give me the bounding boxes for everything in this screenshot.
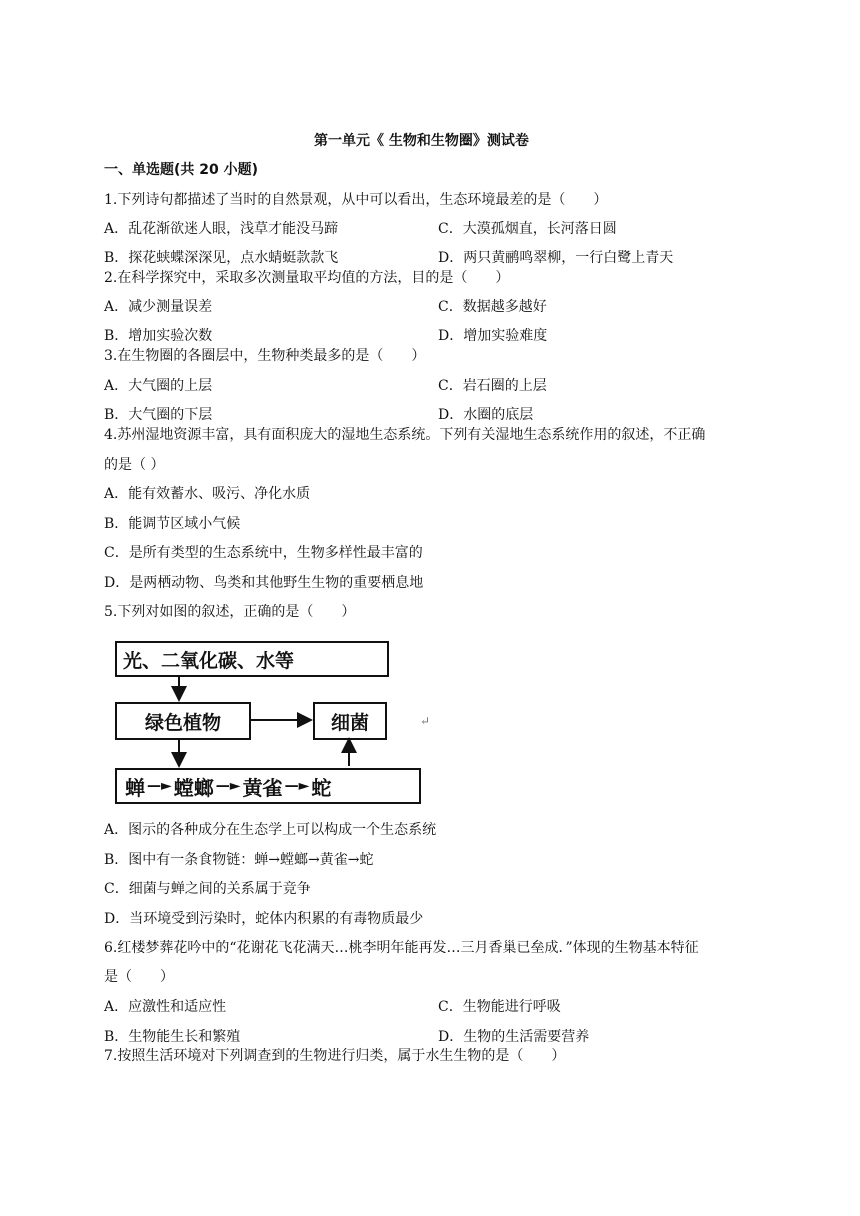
chain-arrow-icon: —► (215, 778, 241, 794)
diagram-box-bacteria: 细菌 (313, 702, 387, 740)
question-4-option-b: B．能调节区域小气候 (104, 516, 241, 532)
question-5-option-a: A．图示的各种成分在生态学上可以构成一个生态系统 (104, 822, 437, 838)
question-1-option-a: A．乱花渐欲迷人眼，浅草才能没马蹄 (104, 221, 339, 237)
question-5-option-c: C．细菌与蝉之间的关系属于竞争 (104, 881, 311, 897)
question-3-option-b: B．大气圈的下层 (104, 407, 213, 423)
question-2-option-a: A．减少测量误差 (104, 299, 213, 315)
question-6-option-d: D．生物的生活需要营养 (438, 1029, 590, 1045)
question-1-stem: 1.下列诗句都描述了当时的自然景观，从中可以看出，生态环境最差的是（ ） (104, 192, 608, 208)
diagram-box-abiotic: 光、二氧化碳、水等 (115, 641, 389, 677)
question-3-option-a: A．大气圈的上层 (104, 378, 213, 394)
question-6-option-b: B．生物能生长和繁殖 (104, 1029, 241, 1045)
question-5-stem: 5.下列对如图的叙述，正确的是（ ） (104, 604, 356, 620)
diagram-box-green-plant: 绿色植物 (115, 702, 251, 740)
question-3-option-c: C．岩石圈的上层 (438, 378, 547, 394)
question-2-option-d: D．增加实验难度 (438, 328, 548, 344)
question-3-stem: 3.在生物圈的各圈层中，生物种类最多的是（ ） (104, 348, 426, 364)
question-4-option-d: D．是两栖动物、鸟类和其他野生生物的重要栖息地 (104, 575, 424, 591)
question-2-option-b: B．增加实验次数 (104, 328, 213, 344)
question-4-option-c: C．是所有类型的生态系统中，生物多样性最丰富的 (104, 545, 423, 561)
question-1-option-c: C．大漠孤烟直，长河落日圆 (438, 221, 617, 237)
question-4-stem-line2: 的是（ ） (104, 457, 165, 473)
question-4-option-a: A．能有效蓄水、吸污、净化水质 (104, 486, 311, 502)
food-web-diagram (112, 638, 417, 808)
chain-organism-cicada: 蝉 (125, 775, 145, 800)
chain-arrow-icon: —► (147, 778, 172, 794)
question-2-option-c: C．数据越多越好 (438, 299, 547, 315)
section-heading: 一、单选题(共 20 小题) (104, 162, 259, 178)
question-6-option-c: C．生物能进行呼吸 (438, 999, 561, 1015)
question-2-stem: 2.在科学探究中，采取多次测量取平均值的方法，目的是（ ） (104, 270, 510, 286)
paragraph-mark: ↵ (420, 714, 431, 728)
chain-organism-mantis: 螳螂 (173, 775, 214, 800)
diagram-arrows (112, 638, 417, 808)
page-title: 第一单元《 生物和生物圈》测试卷 (314, 133, 529, 149)
question-6-stem-line2: 是（ ） (104, 969, 174, 985)
chain-organism-oriole: 黄雀 (242, 775, 283, 800)
question-6-option-a: A．应激性和适应性 (104, 999, 227, 1015)
question-5-option-b: B．图中有一条食物链：蝉→螳螂→黄雀→蛇 (104, 852, 374, 868)
question-5-option-d: D．当环境受到污染时，蛇体内积累的有毒物质最少 (104, 911, 424, 927)
chain-arrow-icon: —► (284, 778, 310, 794)
question-1-option-d: D．两只黄鹂鸣翠柳，一行白鹭上青天 (438, 250, 674, 266)
chain-organism-snake: 蛇 (311, 775, 332, 800)
question-6-stem-line1: 6.红楼梦葬花吟中的“花谢花飞花满天…桃李明年能再发…三月香巢已垒成．”体现的生物基本特征 (104, 940, 699, 956)
question-3-option-d: D．水圈的底层 (438, 407, 534, 423)
question-4-stem-line1: 4.苏州湿地资源丰富，具有面积庞大的湿地生态系统。下列有关湿地生态系统作用的叙述，不正确 (104, 427, 706, 443)
question-7-stem: 7.按照生活环境对下列调查到的生物进行归类，属于水生生物的是（ ） (104, 1048, 566, 1064)
question-1-option-b: B．探花蛱蝶深深见，点水蜻蜓款款飞 (104, 250, 339, 266)
